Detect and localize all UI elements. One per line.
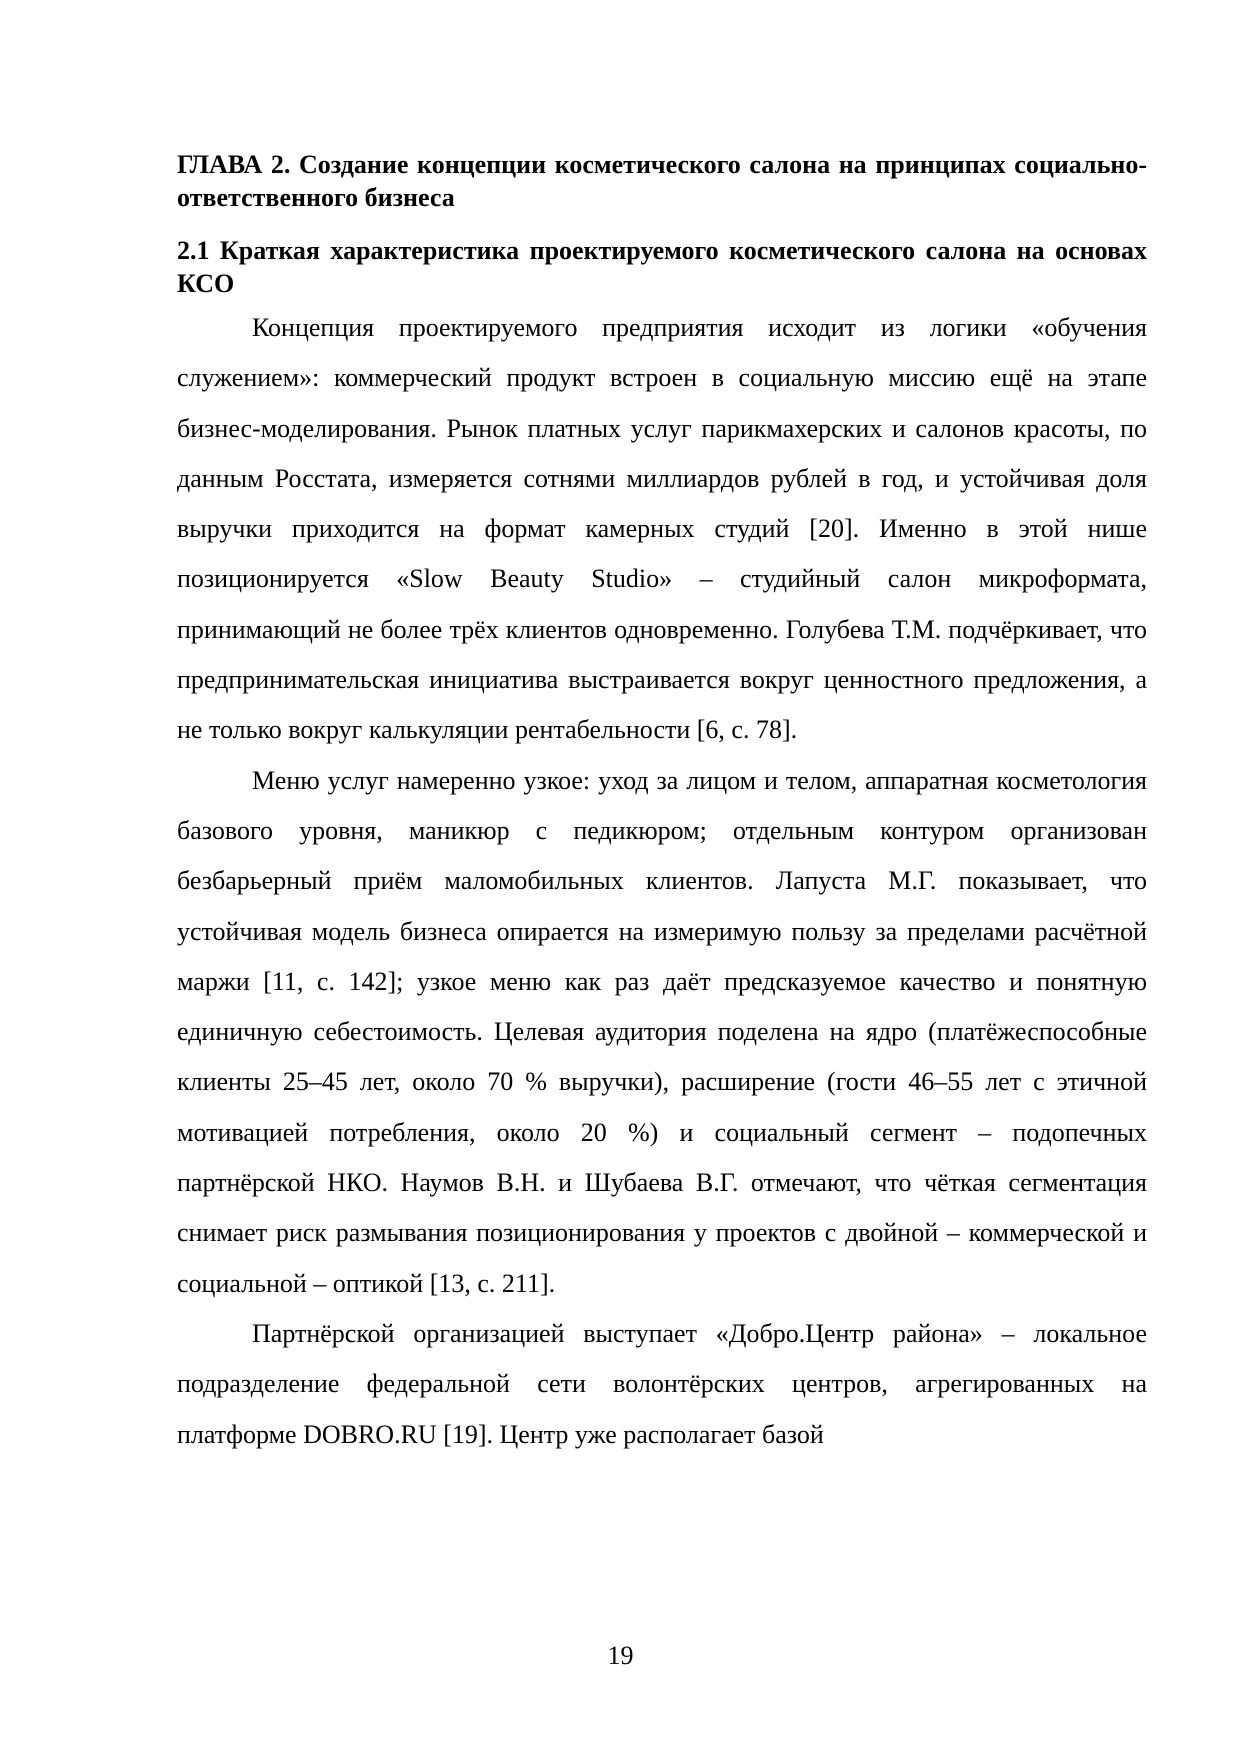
page-body (177, 148, 1147, 1460)
paragraph-2: Меню услуг намеренно узкое: уход за лицом и телом, аппаратная косметология базового уровня, маникюр с педикюром; отдельным контуром организован безбарьерный приём маломобильных клиентов. Лапуста М.Г. показывает, что устойчивая модель бизнеса опирается на измеримую пользу за пределами расчётной маржи [11, с. 142]; узкое меню как раз даёт предсказуемое качество и понятную единичную себестоимость. Целевая аудитория поделена на ядро (платёжеспособные клиенты 25–45 лет, около 70 % выручки), расширение (гости 46–55 лет с этичной мотивацией потребления, около 20 %) и социальный сегмент – подопечных партнёрской НКО. Наумов В.Н. и Шубаева В.Г. отмечают, что чёткая сегментация снимает риск размывания позиционирования у проектов с двойной – коммерческой и социальной – оптикой [13, с. 211]. (177, 765, 1147, 1298)
chapter-title: ГЛАВА 2. Создание концепции косметического салона на принципах социально-ответственного бизнеса (177, 150, 1147, 212)
paragraph-3: Партнёрской организацией выступает «Добро.Центр района» – локальное подразделение федеральной сети волонтёрских центров, агрегированных на платформе DOBRO.RU [19]. Центр уже располагает базой (177, 1318, 1147, 1449)
page-number: 19 (607, 1641, 634, 1670)
section-title: 2.1 Краткая характеристика проектируемого косметического салона на основах КСО (177, 236, 1147, 298)
paragraph-1: Концепция проектируемого предприятия исходит из логики «обучения служением»: коммерческий продукт встроен в социальную миссию ещё на этапе бизнес-моделирования. Рынок платных услуг парикмахерских и салонов красоты, по данным Росстата, измеряется сотнями миллиардов рублей в год, и устойчивая доля выручки приходится на формат камерных студий [20]. Именно в этой нише позиционируется «Slow Beauty Studio» – студийный салон микроформата, принимающий не более трёх клиентов одновременно. Голубева Т.М. подчёркивает, что предпринимательская инициатива выстраивается вокруг ценностного предложения, а не только вокруг калькуляции рентабельности [6, с. 78]. (177, 313, 1147, 745)
